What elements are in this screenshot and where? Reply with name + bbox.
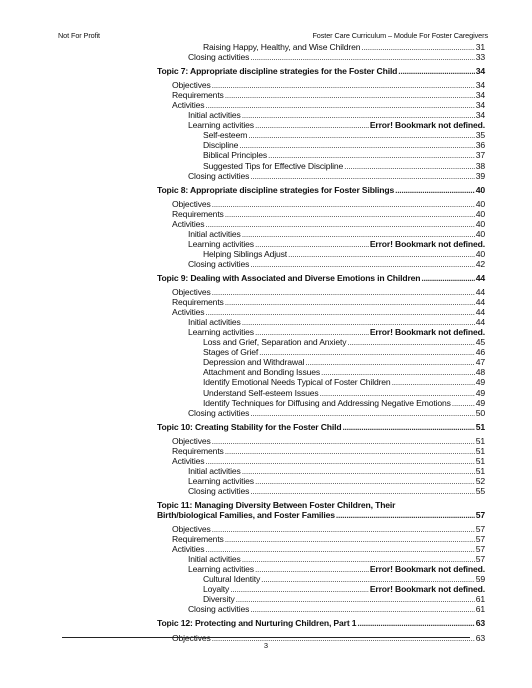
dot-leader — [421, 273, 474, 283]
toc-entry-page: 57 — [475, 534, 485, 545]
toc-entry-page: 38 — [475, 160, 485, 171]
toc-entry-label: Initial activities — [188, 317, 241, 328]
dot-leader — [239, 140, 474, 150]
dot-leader — [255, 120, 369, 130]
toc-entry-page: 55 — [475, 485, 485, 496]
toc-entry-page: 49 — [475, 397, 485, 408]
dot-leader — [268, 150, 475, 160]
dot-leader — [320, 388, 475, 398]
toc-entry[interactable] — [157, 219, 485, 229]
dot-leader — [398, 66, 474, 76]
toc-entry-label: Closing activities — [188, 407, 250, 418]
toc-entry[interactable] — [157, 347, 485, 357]
toc-entry[interactable] — [157, 554, 485, 564]
dot-leader — [242, 466, 475, 476]
header-right: Foster Care Curriculum – Module For Foster Caregivers — [312, 31, 488, 40]
toc-entry-label: Learning activities — [188, 120, 254, 131]
toc-entry-label: Initial activities — [188, 465, 241, 476]
toc-entry-page: 61 — [475, 594, 485, 605]
toc-entry[interactable] — [157, 52, 485, 62]
footer-divider — [62, 637, 470, 638]
toc-entry-label: Learning activities — [188, 564, 254, 575]
toc-entry-label: Helping Siblings Adjust — [203, 248, 287, 259]
toc-entry-label: Understand Self-esteem Issues — [203, 387, 319, 398]
dot-leader — [250, 486, 474, 496]
dot-leader — [255, 564, 369, 574]
toc-entry-page: 44 — [475, 317, 485, 328]
bookmark-error: Error! Bookmark not defined. — [369, 327, 485, 338]
dot-leader — [212, 287, 475, 297]
toc-topic-entry[interactable] — [157, 500, 485, 510]
toc-entry-label: Suggested Tips for Effective Discipline — [203, 160, 344, 171]
dot-leader — [242, 317, 475, 327]
toc-entry-page: 52 — [475, 475, 485, 486]
dot-leader — [225, 90, 475, 100]
bookmark-error: Error! Bookmark not defined. — [369, 584, 485, 595]
dot-leader — [342, 422, 474, 432]
toc-entry-page: 51 — [475, 435, 485, 446]
toc-entry[interactable] — [157, 367, 485, 377]
toc-entry-label: Raising Happy, Healthy, and Wise Children — [203, 42, 361, 52]
toc-entry[interactable] — [157, 388, 485, 398]
toc-entry-page: 51 — [475, 421, 485, 432]
toc-entry-page: 57 — [475, 510, 485, 521]
toc-entry-label: Initial activities — [188, 228, 241, 239]
toc-entry-page: 42 — [475, 258, 485, 269]
toc-entry-label: Identify Emotional Needs Typical of Foster Children — [203, 377, 391, 388]
dot-leader — [212, 436, 475, 446]
toc-entry-label: Discipline — [203, 140, 239, 151]
toc-entry[interactable] — [157, 408, 485, 418]
toc-entry-label: Closing activities — [188, 258, 250, 269]
toc-entry-page: 40 — [475, 228, 485, 239]
toc-entry-label: Requirements — [172, 90, 224, 101]
toc-entry[interactable] — [157, 209, 485, 219]
dot-leader — [305, 357, 474, 367]
toc-entry-label: Initial activities — [188, 554, 241, 565]
dot-leader — [242, 110, 475, 120]
toc-entry-page: 39 — [475, 170, 485, 181]
toc-entry[interactable] — [157, 100, 485, 110]
dot-leader — [205, 219, 474, 229]
toc-entry[interactable] — [157, 229, 485, 239]
dot-leader — [225, 209, 475, 219]
toc-entry-label: Topic 9: Dealing with Associated and Diverse Emotions in Children — [157, 272, 421, 283]
toc-entry-label: Biblical Principles — [203, 150, 268, 161]
toc-entry-label: Attachment and Bonding Issues — [203, 367, 320, 378]
dot-leader — [230, 584, 369, 594]
toc-entry[interactable] — [157, 110, 485, 120]
toc-entry-label: Requirements — [172, 208, 224, 219]
toc-entry[interactable] — [157, 249, 485, 259]
toc-entry-page: 51 — [475, 465, 485, 476]
toc-entry[interactable] — [157, 130, 485, 140]
toc-entry-label: Closing activities — [188, 170, 250, 181]
toc-entry[interactable] — [157, 171, 485, 181]
toc-entry[interactable] — [157, 317, 485, 327]
toc-entry-label: Topic 11: Managing Diversity Between Foster Children, Their — [157, 499, 396, 510]
bookmark-error: Error! Bookmark not defined. — [369, 564, 485, 575]
toc-entry-page: 61 — [475, 604, 485, 615]
toc-entry-label: Activities — [172, 544, 205, 555]
dot-leader — [248, 130, 475, 140]
toc-entry[interactable] — [157, 327, 485, 337]
toc-entry-label: Identify Techniques for Diffusing and Addressing Negative Emotions — [203, 397, 451, 408]
toc-entry[interactable] — [157, 534, 485, 544]
toc-entry-label: Loyalty — [203, 584, 230, 595]
dot-leader — [225, 534, 475, 544]
page-number: 3 — [263, 641, 269, 650]
dot-leader — [361, 42, 474, 52]
toc-entry-page: 37 — [475, 150, 485, 161]
toc-entry-page: 44 — [475, 272, 485, 283]
toc-entry[interactable] — [157, 604, 485, 614]
toc-entry[interactable] — [157, 594, 485, 604]
dot-leader — [242, 229, 475, 239]
toc-entry-page: 40 — [475, 248, 485, 259]
toc-entry[interactable] — [157, 259, 485, 269]
table-of-contents — [157, 42, 485, 643]
toc-entry-page: 33 — [475, 52, 485, 63]
dot-leader — [225, 297, 475, 307]
toc-topic-entry[interactable] — [157, 422, 485, 432]
toc-entry-label: Activities — [172, 218, 205, 229]
toc-entry[interactable] — [157, 150, 485, 160]
dot-leader — [212, 199, 475, 209]
toc-entry[interactable] — [157, 90, 485, 100]
toc-entry-page: 59 — [475, 574, 485, 585]
toc-entry-page: 57 — [475, 544, 485, 555]
toc-entry-page: 40 — [475, 218, 485, 229]
toc-entry[interactable] — [157, 42, 485, 52]
toc-entry-label: Diversity — [203, 594, 235, 605]
toc-entry[interactable] — [157, 544, 485, 554]
toc-entry-label: Requirements — [172, 297, 224, 308]
toc-topic-entry[interactable] — [157, 618, 485, 628]
toc-entry[interactable] — [157, 564, 485, 574]
toc-entry-page: 50 — [475, 407, 485, 418]
toc-entry-label: Requirements — [172, 534, 224, 545]
toc-entry-page: 44 — [475, 307, 485, 318]
toc-entry[interactable] — [157, 80, 485, 90]
toc-entry-label: Objectives — [172, 287, 211, 298]
toc-entry-label: Topic 7: Appropriate discipline strategies for the Foster Child — [157, 66, 398, 77]
dot-leader — [250, 259, 474, 269]
dot-leader — [255, 239, 369, 249]
toc-entry[interactable] — [157, 377, 485, 387]
toc-entry[interactable] — [157, 307, 485, 317]
toc-entry[interactable] — [157, 239, 485, 249]
toc-entry[interactable] — [157, 140, 485, 150]
dot-leader — [288, 249, 475, 259]
toc-entry[interactable] — [157, 584, 485, 594]
toc-entry-page: 44 — [475, 297, 485, 308]
dot-leader — [205, 307, 474, 317]
header-left: Not For Profit — [58, 31, 100, 40]
dot-leader — [336, 510, 475, 520]
toc-entry-label: Learning activities — [188, 238, 254, 249]
dot-leader — [347, 337, 474, 347]
toc-entry-page: 40 — [475, 198, 485, 209]
dot-leader — [261, 574, 475, 584]
dot-leader — [255, 327, 369, 337]
dot-leader — [205, 544, 474, 554]
toc-entry-label: Self-esteem — [203, 130, 248, 141]
toc-entry-label: Topic 12: Protecting and Nurturing Children, Part 1 — [157, 618, 357, 629]
toc-entry-label: Activities — [172, 307, 205, 318]
toc-entry[interactable] — [157, 456, 485, 466]
toc-entry-label: Closing activities — [188, 52, 250, 63]
toc-entry[interactable] — [157, 297, 485, 307]
toc-entry[interactable] — [157, 466, 485, 476]
dot-leader — [250, 52, 474, 62]
toc-entry-page: 51 — [475, 445, 485, 456]
toc-entry-label: Stages of Grief — [203, 347, 259, 358]
dot-leader — [321, 367, 475, 377]
toc-entry-page: 44 — [475, 287, 485, 298]
toc-entry-label: Objectives — [172, 80, 211, 91]
toc-entry-page: 34 — [475, 66, 485, 77]
toc-entry-label: Birth/biological Families, and Foster Families — [157, 510, 335, 521]
dot-leader — [212, 80, 475, 90]
toc-entry-label: Objectives — [172, 435, 211, 446]
toc-entry-page: 35 — [475, 130, 485, 141]
toc-entry-label: Topic 8: Appropriate discipline strategies for Foster Siblings — [157, 184, 395, 195]
toc-topic-entry[interactable] — [157, 273, 485, 283]
toc-entry-label: Objectives — [172, 198, 211, 209]
dot-leader — [250, 171, 474, 181]
toc-entry-page: 63 — [475, 618, 485, 629]
toc-topic-entry[interactable] — [157, 66, 485, 76]
toc-entry-page: 34 — [475, 110, 485, 121]
dot-leader — [255, 476, 475, 486]
toc-entry-label: Closing activities — [188, 485, 250, 496]
toc-entry-page: 40 — [475, 184, 485, 195]
toc-entry-label: Depression and Withdrawal — [203, 357, 305, 368]
toc-entry[interactable] — [157, 199, 485, 209]
toc-entry[interactable] — [157, 287, 485, 297]
toc-entry-label: Requirements — [172, 445, 224, 456]
toc-entry[interactable] — [157, 574, 485, 584]
toc-entry[interactable] — [157, 337, 485, 347]
toc-entry-label: Cultural Identity — [203, 574, 261, 585]
toc-entry[interactable] — [157, 398, 485, 408]
toc-entry-page: 48 — [475, 367, 485, 378]
toc-entry-page: 40 — [475, 208, 485, 219]
toc-entry-page: 46 — [475, 347, 485, 358]
toc-entry[interactable] — [157, 524, 485, 534]
toc-entry-page: 57 — [475, 524, 485, 535]
dot-leader — [212, 524, 475, 534]
dot-leader — [392, 377, 475, 387]
toc-entry[interactable] — [157, 120, 485, 130]
toc-entry-label: Learning activities — [188, 327, 254, 338]
toc-entry-page: 34 — [475, 90, 485, 101]
dot-leader — [259, 347, 475, 357]
toc-entry-page: 49 — [475, 377, 485, 388]
dot-leader — [236, 594, 475, 604]
toc-entry-page: 45 — [475, 337, 485, 348]
toc-entry[interactable] — [157, 357, 485, 367]
toc-entry-label: Closing activities — [188, 604, 250, 615]
toc-entry-page: 57 — [475, 554, 485, 565]
toc-entry-page: 51 — [475, 455, 485, 466]
toc-topic-entry[interactable] — [157, 185, 485, 195]
bookmark-error: Error! Bookmark not defined. — [369, 238, 485, 249]
dot-leader — [242, 554, 475, 564]
toc-topic-entry[interactable] — [157, 510, 485, 520]
dot-leader — [205, 100, 474, 110]
toc-entry-page: 47 — [475, 357, 485, 368]
toc-entry-label: Learning activities — [188, 475, 254, 486]
toc-entry-page: 34 — [475, 80, 485, 91]
dot-leader — [395, 185, 475, 195]
toc-entry[interactable] — [157, 436, 485, 446]
dot-leader — [250, 408, 474, 418]
toc-entry-label: Objectives — [172, 632, 211, 643]
toc-entry-page: 34 — [475, 100, 485, 111]
toc-entry-label: Initial activities — [188, 110, 241, 121]
toc-entry-label: Activities — [172, 455, 205, 466]
toc-entry-label: Activities — [172, 100, 205, 111]
toc-entry[interactable] — [157, 476, 485, 486]
dot-leader — [205, 456, 474, 466]
toc-entry[interactable] — [157, 446, 485, 456]
toc-entry[interactable] — [157, 486, 485, 496]
bookmark-error: Error! Bookmark not defined. — [369, 120, 485, 131]
toc-entry-label: Loss and Grief, Separation and Anxiety — [203, 337, 347, 348]
toc-entry-page: 49 — [475, 387, 485, 398]
toc-entry-page: 36 — [475, 140, 485, 151]
dot-leader — [225, 446, 475, 456]
dot-leader — [452, 398, 475, 408]
toc-entry-label: Topic 10: Creating Stability for the Foster Child — [157, 421, 342, 432]
dot-leader — [250, 604, 474, 614]
toc-entry-page: 63 — [475, 632, 485, 643]
dot-leader — [357, 618, 474, 628]
toc-entry-label: Objectives — [172, 524, 211, 535]
dot-leader — [344, 161, 475, 171]
toc-entry[interactable] — [157, 161, 485, 171]
toc-entry-page: 31 — [475, 42, 485, 52]
